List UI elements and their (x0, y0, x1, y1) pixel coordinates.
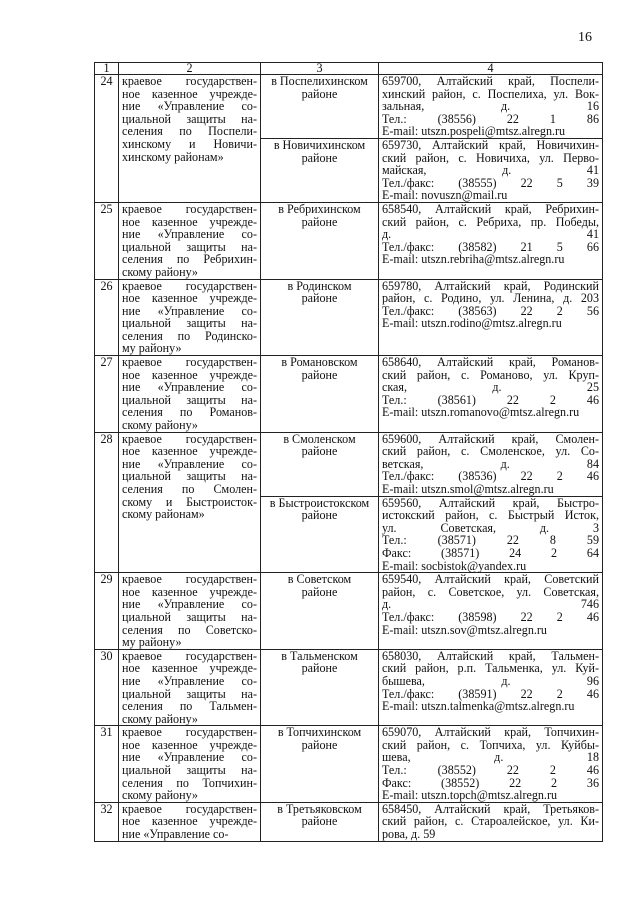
organization-line: ное казенное учрежде- (122, 737, 257, 752)
address-line: E-mail: utszn.smol@mtsz.alregn.ru (382, 482, 554, 496)
organization-line: циальной защиты на- (122, 316, 257, 331)
district-line: районе (301, 444, 338, 459)
address-line: хинский район, с. Поспелиха, ул. Вок- (382, 86, 599, 101)
row-number: 28 (95, 432, 119, 573)
table-row (95, 649, 603, 726)
address-line: истокский район, с. Быстрый Исток, (382, 508, 599, 523)
address-line: Тел./факс: (38536) 22 2 46 (382, 469, 599, 484)
organization-line: ное казенное учрежде- (122, 584, 257, 599)
address-cell (379, 496, 603, 573)
address-line: ский район, с. Смоленское, ул. Со- (382, 444, 599, 459)
organization-name (119, 75, 261, 203)
district-line: в Топчихинском (277, 725, 362, 740)
organization-line: циальной защиты на- (122, 763, 257, 778)
address-line: E-mail: socbistok@yandex.ru (382, 558, 527, 573)
district-cell (261, 138, 379, 202)
address-line: Факс: (38552) 22 2 36 (382, 775, 599, 790)
organization-line: краевое государствен- (122, 355, 257, 370)
district-cell (261, 279, 379, 356)
organization-name (119, 356, 261, 433)
district-line: в Тальменском (281, 648, 358, 663)
address-cell (379, 138, 603, 202)
district-cell (261, 75, 379, 139)
header-cell: 4 (379, 63, 603, 75)
organization-line: селения по Тальмен- (122, 699, 257, 714)
organization-line: краевое государствен- (122, 725, 257, 740)
district-line: районе (301, 584, 338, 599)
address-line: 659730, Алтайский край, Новичихин- (382, 137, 599, 152)
table-row (95, 202, 603, 279)
district-cell (261, 202, 379, 279)
organization-line: селения по Романов- (122, 405, 257, 420)
table-row (95, 75, 603, 139)
row-number: 32 (95, 802, 119, 841)
address-line: 658030, Алтайский край, Тальмен- (382, 648, 599, 663)
address-line: д. 746 (382, 597, 599, 612)
organization-line: селения по Родинско- (122, 328, 257, 343)
organization-line: краевое государствен- (122, 278, 257, 293)
row-number: 29 (95, 573, 119, 650)
table-row (95, 726, 603, 803)
organization-line: му району» (122, 341, 182, 356)
address-line: ский район, с. Романово, ул. Круп- (382, 367, 599, 382)
address-cell (379, 202, 603, 279)
address-line: район, с. Советское, ул. Советская, (382, 584, 599, 599)
organization-line: селения по Ребрихин- (122, 252, 257, 267)
address-line: шева, д. 18 (382, 750, 599, 765)
district-cell (261, 573, 379, 650)
organization-line: селения по Поспели- (122, 124, 257, 139)
address-line: E-mail: utszn.romanovo@mtsz.alregn.ru (382, 405, 580, 420)
district-line: районе (301, 814, 338, 829)
organization-line: ное казенное учрежде- (122, 214, 257, 229)
organization-line: ние «Управление со- (122, 456, 257, 471)
row-number: 30 (95, 649, 119, 726)
address-line: бышева, д. 96 (382, 673, 599, 688)
address-line: район, с. Родино, ул. Ленина, д. 203 (382, 291, 599, 306)
address-line: ский район, с. Староалейское, ул. Ки- (382, 814, 599, 829)
page-number: 16 (578, 30, 592, 45)
address-line: Тел./факс: (38582) 21 5 66 (382, 239, 599, 254)
table-row (95, 279, 603, 356)
organization-line: селения по Топчихин- (122, 775, 257, 790)
organization-line: краевое государствен- (122, 572, 257, 587)
organization-line: краевое государствен- (122, 74, 257, 88)
table-header-row (95, 63, 603, 75)
organization-line: циальной защиты на- (122, 111, 257, 126)
district-line: в Смоленском (283, 431, 356, 446)
organization-line: хинскому районам» (122, 149, 224, 164)
district-line: в Романовском (281, 355, 358, 370)
district-line: районе (301, 214, 338, 229)
organization-line: циальной защиты на- (122, 239, 257, 254)
organization-line: циальной защиты на- (122, 686, 257, 701)
address-cell (379, 649, 603, 726)
organization-line: хинскому и Новичи- (122, 136, 257, 151)
address-line: Тел.: (38552) 22 2 46 (382, 763, 599, 778)
organization-line: скому району» (122, 788, 198, 803)
organization-name (119, 432, 261, 573)
organization-name (119, 573, 261, 650)
organization-line: краевое государствен- (122, 431, 257, 446)
address-cell (379, 279, 603, 356)
address-line: зальная, д. 16 (382, 99, 599, 114)
organization-name (119, 279, 261, 356)
address-line: Тел./факс: (38598) 22 2 46 (382, 609, 599, 624)
organization-line: скому району» (122, 711, 198, 726)
district-line: районе (301, 367, 338, 382)
address-line: E-mail: utszn.rodino@mtsz.alregn.ru (382, 316, 562, 331)
address-line: ский район, р.п. Тальменка, ул. Куй- (382, 661, 599, 676)
address-cell (379, 573, 603, 650)
address-line: E-mail: utszn.talmenka@mtsz.alregn.ru (382, 699, 575, 714)
address-line: E-mail: novuszn@mail.ru (382, 188, 508, 203)
district-line: в Поспелихинском (271, 74, 368, 88)
header-cell: 1 (95, 63, 119, 75)
organization-line: краевое государствен- (122, 201, 257, 216)
district-line: в Третьяковском (277, 801, 362, 816)
district-cell (261, 649, 379, 726)
organization-line: краевое государствен- (122, 648, 257, 663)
address-line: Тел.: (38571) 22 8 59 (382, 533, 599, 548)
address-line: 658450, Алтайский край, Третьяков- (382, 801, 599, 816)
district-line: районе (301, 86, 338, 101)
row-number: 31 (95, 726, 119, 803)
table-row (95, 432, 603, 496)
address-cell (379, 356, 603, 433)
institutions-table (94, 62, 603, 842)
row-number: 26 (95, 279, 119, 356)
district-line: в Родинском (287, 278, 352, 293)
address-line: Факс: (38571) 24 2 64 (382, 545, 599, 560)
district-line: районе (301, 150, 338, 165)
organization-line: ное казенное учрежде- (122, 814, 257, 829)
address-cell (379, 802, 603, 841)
district-line: районе (301, 508, 338, 523)
organization-line: ное казенное учрежде- (122, 444, 257, 459)
district-cell (261, 496, 379, 573)
organization-line: ние «Управление со- (122, 673, 257, 688)
address-line: 658540, Алтайский край, Ребрихин- (382, 201, 599, 216)
address-line: д. 41 (382, 227, 599, 242)
organization-name (119, 202, 261, 279)
address-cell (379, 726, 603, 803)
row-number: 27 (95, 356, 119, 433)
district-line: районе (301, 737, 338, 752)
organization-name (119, 802, 261, 841)
address-line: 659540, Алтайский край, Советский (382, 572, 599, 587)
organization-line: скому району» (122, 264, 198, 279)
organization-line: ние «Управление со- (122, 303, 257, 318)
address-line: 658640, Алтайский край, Романов- (382, 355, 599, 370)
organization-name (119, 726, 261, 803)
organization-line: ние «Управление со- (122, 380, 257, 395)
table-row (95, 356, 603, 433)
address-line: 659780, Алтайский край, Родинский (382, 278, 599, 293)
organization-line: ное казенное учрежде- (122, 367, 257, 382)
address-line: ский район, с. Топчиха, ул. Куйбы- (382, 737, 599, 752)
address-line: 659070, Алтайский край, Топчихин- (382, 725, 599, 740)
address-line: майская, д. 41 (382, 163, 599, 178)
table-row (95, 573, 603, 650)
address-line: Тел./факс: (38555) 22 5 39 (382, 175, 599, 190)
address-line: ский район, с. Новичиха, ул. Перво- (382, 150, 599, 165)
table-row (95, 802, 603, 841)
address-line: 659700, Алтайский край, Поспели- (382, 74, 599, 88)
organization-line: краевое государствен- (122, 801, 257, 816)
organization-line: ное казенное учрежде- (122, 291, 257, 306)
district-line: районе (301, 661, 338, 676)
organization-line: ние «Управление со- (122, 597, 257, 612)
organization-line: циальной защиты на- (122, 469, 257, 484)
organization-name (119, 649, 261, 726)
address-line: Тел.: (38561) 22 2 46 (382, 392, 599, 407)
address-line: Тел.: (38556) 22 1 86 (382, 111, 599, 126)
organization-line: скому району» (122, 418, 198, 433)
row-number: 25 (95, 202, 119, 279)
organization-line: ние «Управление со- (122, 750, 257, 765)
address-line: рова, д. 59 (382, 827, 436, 842)
address-line: Тел./факс: (38591) 22 2 46 (382, 686, 599, 701)
header-cell: 2 (119, 63, 261, 75)
address-cell (379, 432, 603, 496)
district-line: районе (301, 291, 338, 306)
address-line: ская, д. 25 (382, 380, 599, 395)
district-cell (261, 356, 379, 433)
address-line: 659560, Алтайский край, Быстро- (382, 495, 599, 510)
organization-line: скому и Быстроисток- (122, 494, 257, 509)
row-number: 24 (95, 75, 119, 203)
address-line: E-mail: utszn.pospeli@mtsz.alregn.ru (382, 124, 566, 139)
address-line: E-mail: utszn.rebriha@mtsz.alregn.ru (382, 252, 565, 267)
district-line: в Советском (287, 572, 352, 587)
organization-line: ние «Управление со- (122, 827, 229, 842)
district-cell (261, 432, 379, 496)
organization-line: скому районам» (122, 507, 205, 522)
address-line: ский район, с. Ребриха, пр. Победы, (382, 214, 599, 229)
organization-line: му району» (122, 635, 182, 650)
address-line: E-mail: utszn.sov@mtsz.alregn.ru (382, 622, 547, 637)
district-line: в Ребрихинском (278, 201, 361, 216)
district-line: в Быстроистокском (269, 495, 370, 510)
organization-line: ние «Управление со- (122, 99, 257, 114)
organization-line: селения по Советско- (122, 622, 257, 637)
organization-line: ное казенное учрежде- (122, 86, 257, 101)
organization-line: селения по Смолен- (122, 482, 257, 496)
district-cell (261, 802, 379, 841)
organization-line: циальной защиты на- (122, 392, 257, 407)
address-line: E-mail: utszn.topch@mtsz.alregn.ru (382, 788, 558, 803)
organization-line: ние «Управление со- (122, 227, 257, 242)
address-line: ветская, д. 84 (382, 456, 599, 471)
address-line: Тел./факс: (38563) 22 2 56 (382, 303, 599, 318)
organization-line: циальной защиты на- (122, 609, 257, 624)
address-line: 659600, Алтайский край, Смолен- (382, 431, 599, 446)
district-line: в Новичихинском (273, 137, 366, 152)
organization-line: ное казенное учрежде- (122, 661, 257, 676)
address-cell (379, 75, 603, 139)
district-cell (261, 726, 379, 803)
header-cell: 3 (261, 63, 379, 75)
address-line: ул. Советская, д. 3 (382, 520, 599, 535)
